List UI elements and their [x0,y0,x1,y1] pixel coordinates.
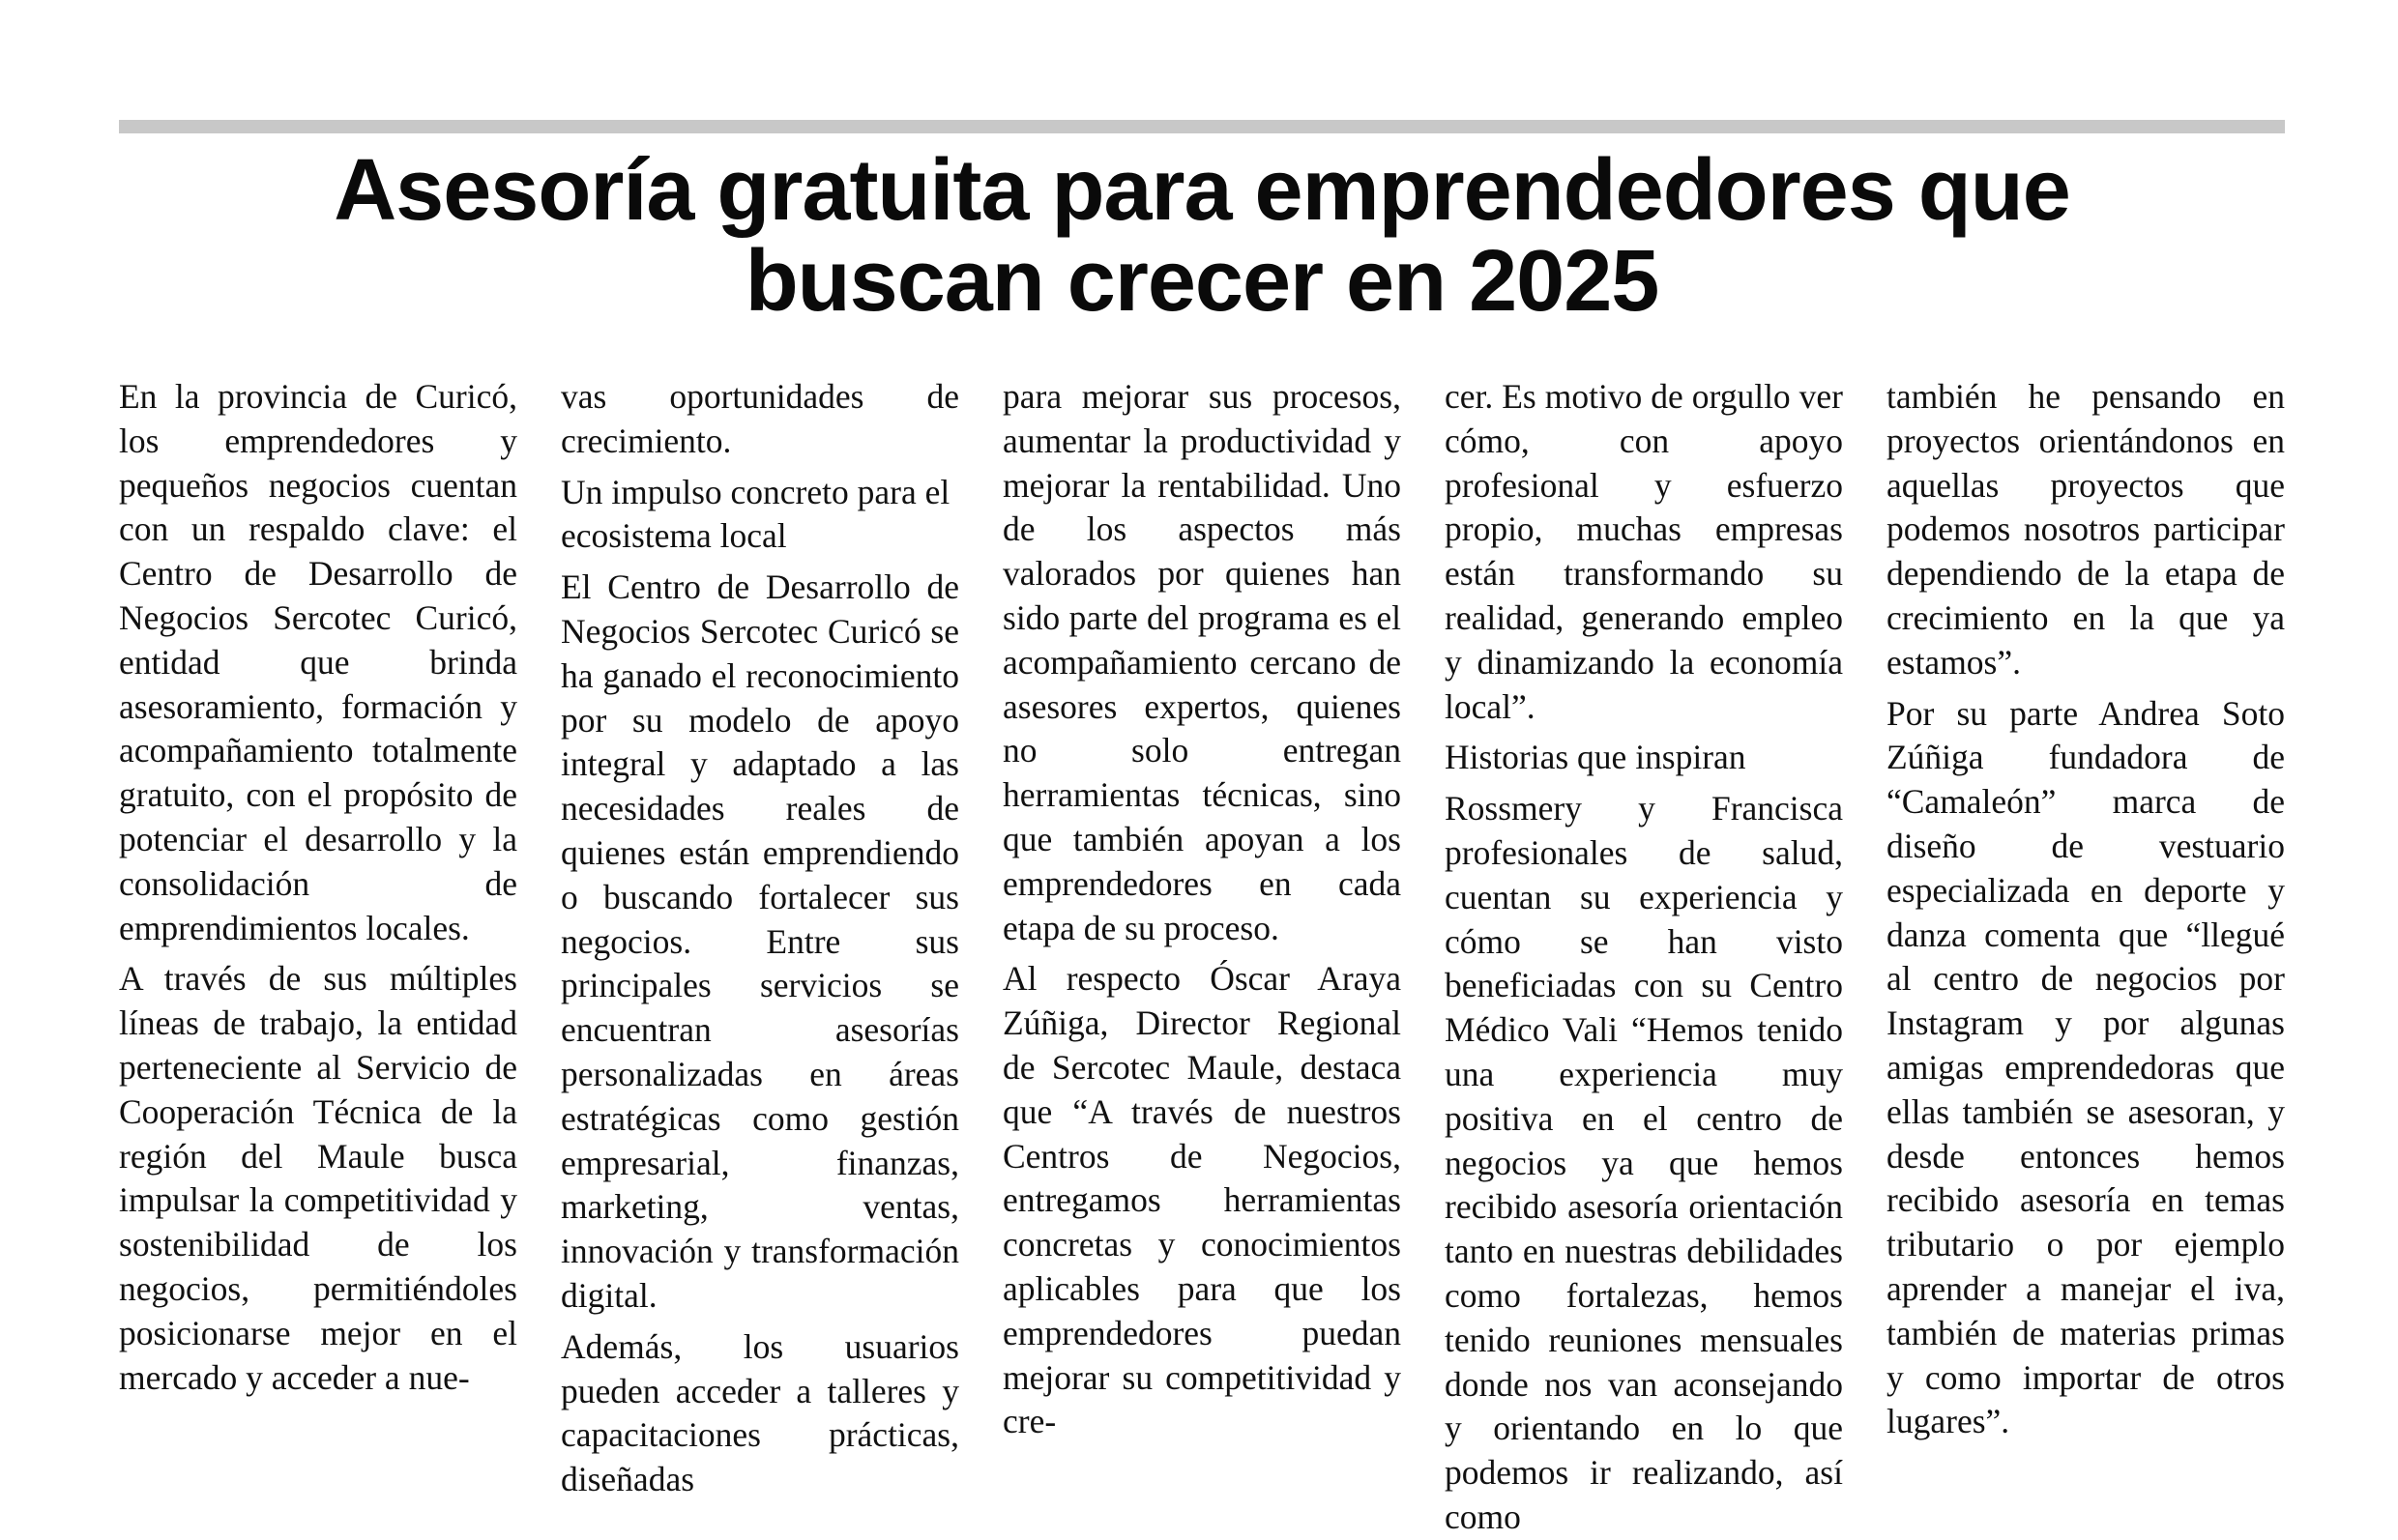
paragraph: también he pensando en proyectos orientándonos en aquellas proyectos que podemos nosotros participar dependiendo de la etapa de crecimiento en la que ya estamos”. [1886,377,2285,682]
article-headline [119,142,2285,330]
column-3 [1003,375,1401,1441]
headline-line-1: Asesoría gratuita para emprendedores que [334,142,2070,239]
paragraph: para mejorar sus procesos, aumentar la productividad y mejorar la rentabilidad. Uno de los aspectos más valorados por quienes han sido parte del programa es el acompañamiento cercano de asesores expertos, quienes no solo entregan herramientas técnicas, sino que también apoyan a los emprendedores en cada etapa de su proceso. [1003,377,1401,947]
subheading: Un impulso concreto para el ecosistema local [561,472,950,556]
paragraph: cer. Es motivo de orgullo ver cómo, con apoyo profesional y esfuerzo propio, muchas empresas están transformando su realidad, generando empleo y dinamizando la economía local”. [1445,377,1843,726]
subheading: Historias que inspiran [1445,738,1746,777]
paragraph: Además, los usuarios pueden acceder a talleres y capacitaciones prácticas, diseñadas [561,1326,959,1499]
paragraph: A través de sus múltiples líneas de trabajo, la entidad perteneciente al Servicio de Cooperación Técnica de la región del Maule busca impulsar la competitividad y sostenibilidad de los negocios, permitiéndoles posicionarse mejor en el mercado y acceder a nue- [119,959,517,1397]
column-5 [1886,375,2285,1441]
headline-line-2: buscan crecer en 2025 [745,233,1659,330]
paragraph: En la provincia de Curicó, los emprendedores y pequeños negocios cuentan con un respaldo clave: el Centro de Desarrollo de Negocios Sercotec Curicó, entidad que brinda asesoramiento, formación y acompañamiento totalmente gratuito, con el propósito de potenciar el desarrollo y la consolidación de emprendimientos locales. [119,377,517,947]
column-2 [561,375,959,1499]
column-1 [119,375,517,1419]
column-4 [1445,375,1843,1536]
paragraph: Al respecto Óscar Araya Zúñiga, Director Regional de Sercotec Maule, destaca que “A través de nuestros Centros de Negocios, entregamos herramientas concretas y conocimientos aplicables para que los emprendedores puedan mejorar su competitividad y cre- [1003,959,1401,1441]
article-body [119,375,2285,1536]
paragraph: Rossmery y Francisca profesionales de salud, cuentan su experiencia y cómo se han visto beneficiadas con su Centro Médico Vali “Hemos tenido una experiencia muy positiva en el centro de negocios ya que hemos recibido asesoría orientación tanto en nuestras debilidades como fortalezas, hemos tenido reuniones mensuales donde nos van aconsejando y orientando en lo que podemos ir realizando, así como [1445,789,1843,1536]
paragraph: Por su parte Andrea Soto Zúñiga fundadora de “Camaleón” marca de diseño de vestuario especializada en deporte y danza comenta que “llegué al centro de negocios por Instagram y por algunas amigas emprendedoras que ellas también se asesoran, y desde entonces hemos recibido asesoría en temas tributario o por ejemplo aprender a manejar el iva, también de materias primas y como importar de otros lugares”. [1886,693,2285,1441]
top-rule [119,120,2285,133]
paragraph: El Centro de Desarrollo de Negocios Sercotec Curicó se ha ganado el reconocimiento por su modelo de apoyo integral y adaptado a las necesidades reales de quienes están emprendiendo o buscando fortalecer sus negocios. Entre sus principales servicios se encuentran asesorías personalizadas en áreas estratégicas como gestión empresarial, finanzas, marketing, ventas, innovación y transformación digital. [561,567,959,1315]
paragraph: vas oportunidades de crecimiento. [561,377,959,460]
